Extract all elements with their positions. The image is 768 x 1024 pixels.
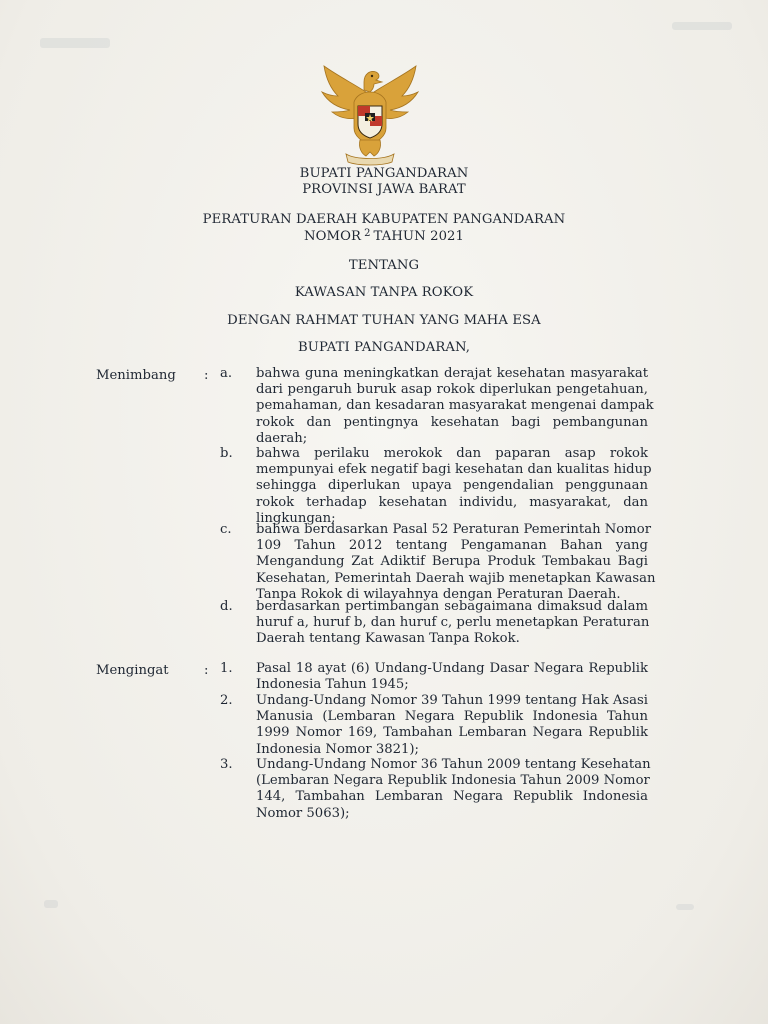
header-line-2: PROVINSI JAWA BARAT	[302, 182, 466, 197]
text-line: Indonesia Nomor 3821);	[256, 741, 419, 757]
mengingat-item-marker: 3.	[220, 757, 233, 772]
mengingat-item-text	[256, 693, 648, 758]
text-line: rokok dan pentingnya kesehatan bagi pembangunan	[256, 414, 648, 430]
about-heading: TENTANG	[348, 258, 420, 273]
text-line: 144, Tambahan Lembaran Negara Republik Indonesia	[256, 789, 648, 805]
number-prefix: NOMOR	[303, 229, 362, 244]
menimbang-item-marker: d.	[220, 599, 233, 614]
mengingat-colon: :	[204, 663, 209, 678]
menimbang-item-text	[256, 446, 652, 527]
text-line: Tanpa Rokok di wilayahnya dengan Peraturan Daerah.	[256, 586, 621, 602]
mengingat-item-marker: 1.	[220, 661, 233, 676]
number-year: TAHUN 2021	[373, 229, 465, 244]
text-line: bahwa perilaku merokok dan paparan asap rokok	[256, 446, 648, 461]
mengingat-item-text	[256, 757, 651, 822]
text-line: sehingga diperlukan upaya pengendalian penggunaan	[256, 478, 648, 494]
mengingat-item-marker: 2.	[220, 693, 233, 708]
garuda-emblem-icon	[316, 62, 424, 166]
mengingat-label: Mengingat	[96, 663, 169, 678]
text-line: Indonesia Tahun 1945;	[256, 677, 409, 693]
text-line: Undang-Undang Nomor 39 Tahun 1999 tentang Hak Asasi	[256, 693, 648, 708]
scan-mark	[676, 904, 694, 910]
authority-line: BUPATI PANGANDARAN,	[297, 340, 471, 355]
menimbang-item-text	[256, 522, 656, 603]
blessing-line: DENGAN RAHMAT TUHAN YANG MAHA ESA	[227, 313, 541, 328]
menimbang-colon: :	[204, 368, 209, 383]
regulation-number	[0, 228, 768, 244]
text-line: daerah;	[256, 430, 308, 446]
text-line: mempunyai efek negatif bagi kesehatan dan kualitas hidup	[256, 462, 652, 478]
menimbang-item-marker: c.	[220, 522, 232, 537]
header-line-1: BUPATI PANGANDARAN	[299, 166, 469, 181]
mengingat-item-text	[256, 661, 648, 693]
text-line: Nomor 5063);	[256, 805, 350, 821]
number-value: 2	[364, 228, 371, 239]
regulation-title: PERATURAN DAERAH KABUPATEN PANGANDARAN	[202, 212, 566, 227]
scan-mark	[40, 38, 110, 48]
text-line: Mengandung Zat Adiktif Berupa Produk Tembakau Bagi	[256, 554, 648, 570]
text-line: (Lembaran Negara Republik Indonesia Tahun 2009 Nomor	[256, 773, 650, 789]
text-line: rokok terhadap kesehatan individu, masyarakat, dan	[256, 494, 648, 510]
menimbang-item-text	[256, 599, 648, 648]
scan-mark	[44, 900, 58, 908]
text-line: huruf a, huruf b, dan huruf c, perlu menetapkan Peraturan	[256, 615, 650, 631]
scan-mark	[672, 22, 732, 30]
regulation-subject: KAWASAN TANPA ROKOK	[294, 285, 474, 300]
text-line: 109 Tahun 2012 tentang Pengamanan Bahan yang	[256, 538, 648, 554]
text-line: berdasarkan pertimbangan sebagaimana dimaksud dalam	[256, 599, 648, 614]
text-line: Daerah tentang Kawasan Tanpa Rokok.	[256, 631, 520, 647]
text-line: bahwa berdasarkan Pasal 52 Peraturan Pemerintah Nomor	[256, 522, 651, 537]
text-line: dari pengaruh buruk asap rokok diperlukan pengetahuan,	[256, 382, 648, 398]
menimbang-item-marker: a.	[220, 366, 233, 381]
text-line: Kesehatan, Pemerintah Daerah wajib menetapkan Kawasan	[256, 570, 656, 586]
text-line: Manusia (Lembaran Negara Republik Indonesia Tahun	[256, 709, 648, 725]
text-line: Pasal 18 ayat (6) Undang-Undang Dasar Negara Republik	[256, 661, 648, 676]
text-line: pemahaman, dan kesadaran masyarakat mengenai dampak	[256, 398, 654, 414]
menimbang-label: Menimbang	[96, 368, 176, 383]
menimbang-item-text	[256, 366, 654, 447]
text-line: 1999 Nomor 169, Tambahan Lembaran Negara Republik	[256, 725, 648, 741]
menimbang-item-marker: b.	[220, 446, 233, 461]
text-line: bahwa guna meningkatkan derajat kesehatan masyarakat	[256, 366, 648, 381]
text-line: lingkungan;	[256, 510, 336, 526]
text-line: Undang-Undang Nomor 36 Tahun 2009 tentang Kesehatan	[256, 757, 651, 772]
